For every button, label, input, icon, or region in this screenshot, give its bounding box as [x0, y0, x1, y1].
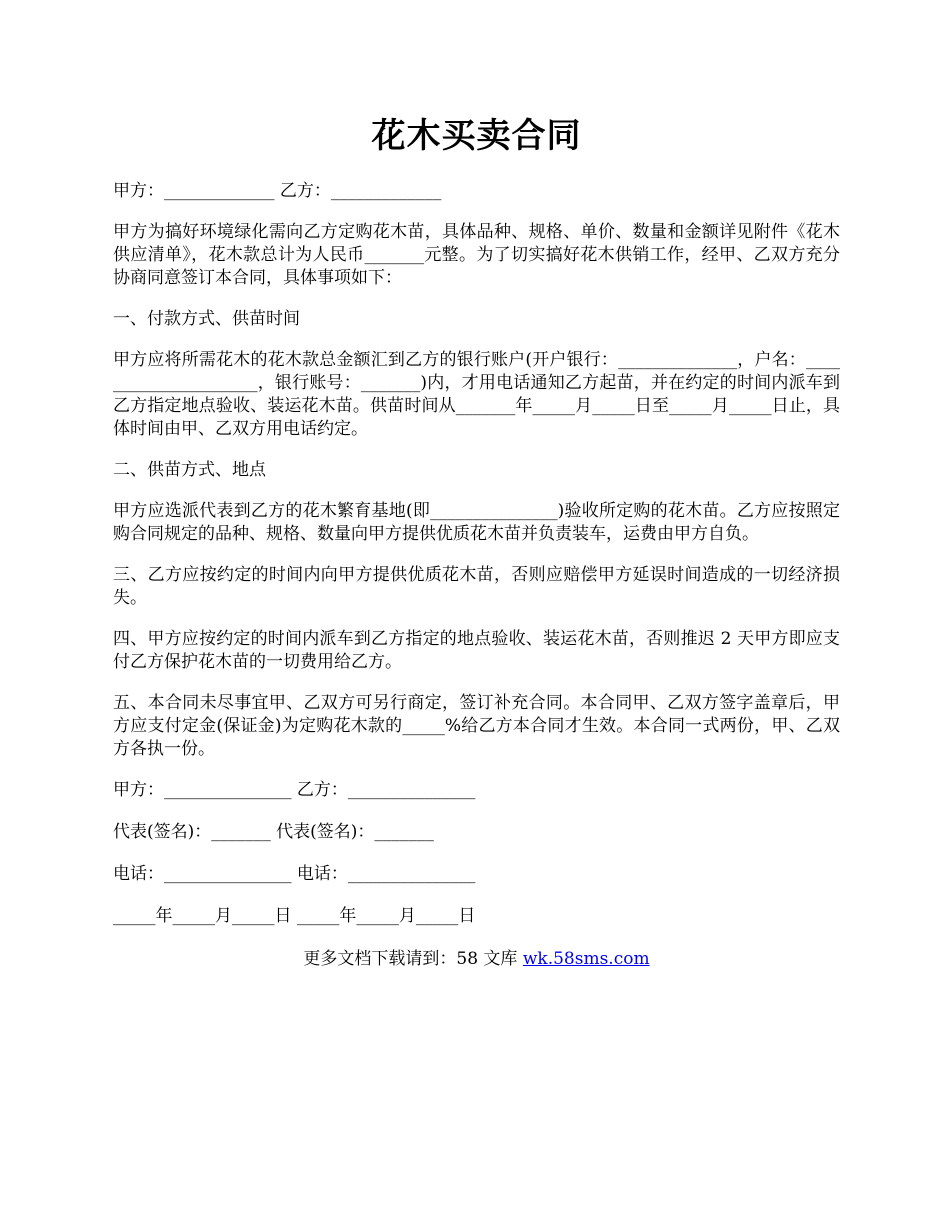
document-title: 花木买卖合同: [371, 116, 582, 156]
signature-phones: 电话：_______________ 电话：_______________: [113, 864, 476, 884]
section1-heading: 一、付款方式、供苗时间: [113, 309, 300, 329]
footer-link[interactable]: wk.58sms.com: [522, 949, 650, 969]
signature-dates: _____年_____月_____日 _____年_____月_____日: [113, 906, 476, 926]
section3-paragraph: 三、乙方应按约定的时间内向甲方提供优质花木苗，否则应赔偿甲方延误时间造成的一切经济损失。: [113, 565, 840, 608]
section2-heading: 二、供苗方式、地点: [113, 460, 266, 480]
signature-representatives: 代表(签名)：_______ 代表(签名)：_______: [113, 822, 434, 842]
contract-page: [113, 108, 840, 971]
section1-body: 甲方应将所需花木的花木款总金额汇到乙方的银行账户(开户银行：______________，户名：_____________________，银行账号：_______)内，才用电话通知乙方起苗，并在约定的时间内派车到乙方指定地点验收、装运花木苗。供苗时间从_______年_____月_____日至_____月_____日止，具体时间由甲、乙双方用电话约定。: [113, 350, 840, 439]
signature-parties: 甲方：_______________ 乙方：_______________: [113, 780, 476, 800]
parties-line: 甲方：_____________ 乙方：_____________: [113, 181, 442, 201]
section4-paragraph: 四、甲方应按约定的时间内派车到乙方指定的地点验收、装运花木苗，否则推迟 2 天甲方即应支付乙方保护花木苗的一切费用给乙方。: [113, 629, 840, 672]
footer: [113, 948, 840, 971]
section2-body: 甲方应选派代表到乙方的花木繁育基地(即_______________)验收所定购的花木苗。乙方应按照定购合同规定的品种、规格、数量向甲方提供优质花木苗并负责装车，运费由甲方自负。: [113, 501, 840, 544]
footer-prefix: 更多文档下载请到：58 文库: [303, 949, 523, 969]
intro-paragraph: 甲方为搞好环境绿化需向乙方定购花木苗，具体品种、规格、单价、数量和金额详见附件《花木供应清单》，花木款总计为人民币_______元整。为了切实搞好花木供销工作，经甲、乙双方充分协商同意签订本合同，具体事项如下：: [113, 222, 840, 288]
section5-paragraph: 五、本合同未尽事宜甲、乙双方可另行商定，签订补充合同。本合同甲、乙双方签字盖章后，甲方应支付定金(保证金)为定购花木款的_____%给乙方本合同才生效。本合同一式两份，甲、乙双方各执一份。: [113, 693, 840, 759]
